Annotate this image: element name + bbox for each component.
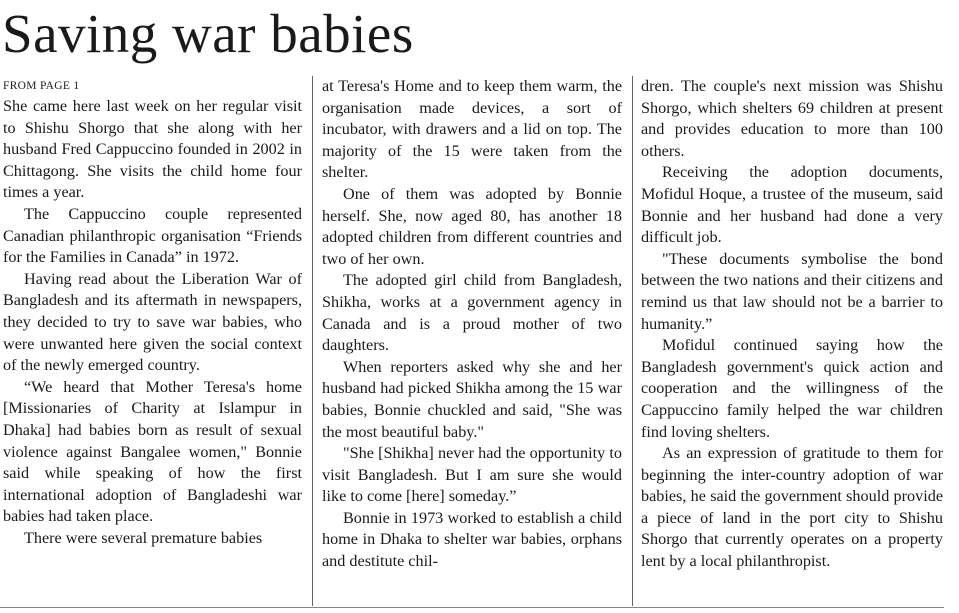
paragraph: Receiving the adoption documents, Mofidul Hoque, a trustee of the museum, said Bonnie and her husband had done a very difficult job. (641, 163, 943, 247)
kicker: FROM PAGE 1 (3, 80, 80, 92)
paragraph: There were several premature babies (24, 528, 263, 547)
paragraph: When reporters asked why she and her husband had picked Shikha among the 15 war babies, Bonnie chuckled and said, "She was the most beautiful baby." (322, 357, 622, 441)
paragraph: Having read about the Liberation War of Bangladesh and its aftermath in newspapers, they decided to try to save war babies, who were unwanted here given the social context of the newly emerged country. (3, 269, 302, 375)
paragraph: "These documents symbolise the bond between the two nations and their citizens and remind us that law should not be a barrier to humanity.” (641, 249, 943, 333)
paragraph: at Teresa's Home and to keep them warm, the organisation made devices, a sort of incubator, with drawers and a lid on top. The majority of the 15 were taken from the shelter. (322, 77, 622, 182)
bottom-rule (0, 607, 944, 608)
column-divider (312, 76, 313, 606)
article-column-1 (3, 76, 302, 549)
headline: Saving war babies (2, 3, 414, 64)
paragraph: She came here last week on her regular visit to Shishu Shorgo that she along with her husband Fred Cappuccino founded in 2002 in Chittagong. She visits the child home four times a year. (3, 97, 302, 202)
paragraph: “We heard that Mother Teresa's home [Missionaries of Charity at Islampur in Dhaka] had babies born as result of sexual violence against Bangalee women," Bonnie said while speaking of how the first international adoption of Bangladeshi war babies had taken place. (3, 377, 302, 526)
paragraph: The adopted girl child from Bangladesh, Shikha, works at a government agency in Canada and is a proud mother of two daughters. (322, 271, 622, 355)
column-divider (632, 76, 633, 606)
article-column-3 (641, 76, 943, 573)
article-column-2 (322, 76, 622, 573)
paragraph: As an expression of gratitude to them for beginning the inter-country adoption of war babies, he said the government should provide a piece of land in the port city to Shishu Shorgo that currently operates on a property lent by a local philanthropist. (641, 444, 943, 571)
paragraph: The Cappuccino couple represented Canadian philanthropic organisation “Friends for the Families in Canada” in 1972. (3, 204, 302, 267)
paragraph: Mofidul continued saying how the Bangladesh government's quick action and cooperation and the willingness of the Cappuccino family helped the war children find loving shelters. (641, 336, 943, 441)
paragraph: dren. The couple's next mission was Shishu Shorgo, which shelters 69 children at present and provides education to more than 100 others. (641, 77, 943, 160)
paragraph: One of them was adopted by Bonnie herself. She, now aged 80, has another 18 adopted children from different countries and two of her own. (322, 184, 622, 268)
paragraph: Bonnie in 1973 worked to establish a child home in Dhaka to shelter war babies, orphans and destitute chil- (322, 508, 622, 571)
paragraph: "She [Shikha] never had the opportunity to visit Bangladesh. But I am sure she would like to come [here] someday.” (322, 444, 622, 506)
